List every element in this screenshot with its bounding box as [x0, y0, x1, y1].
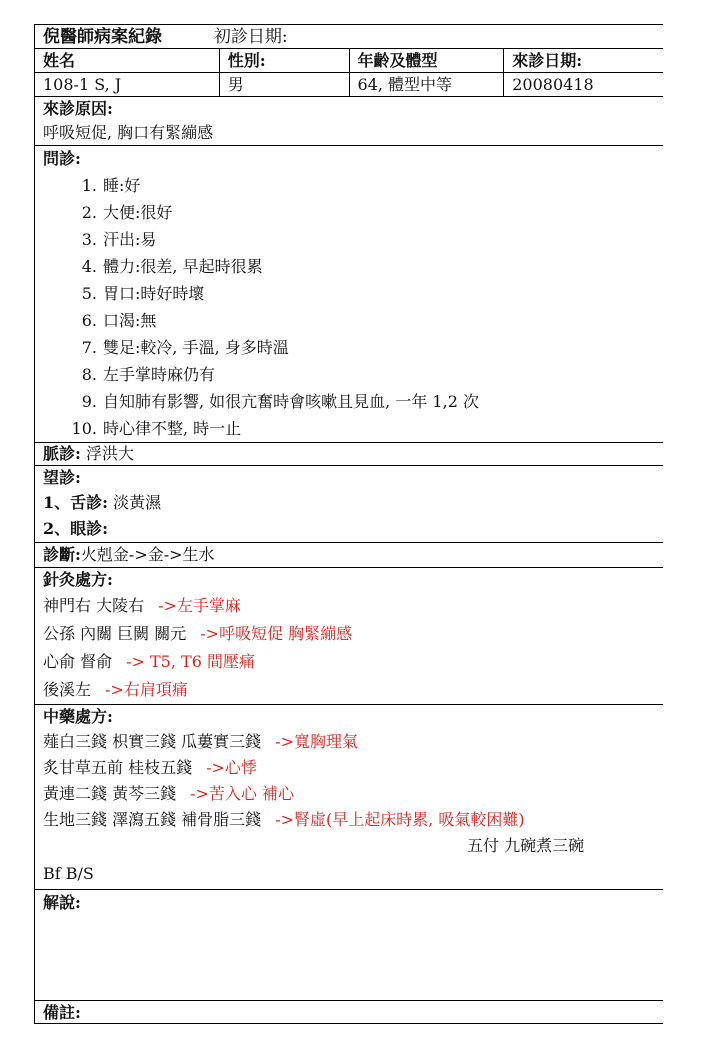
inquiry-label: 問診:	[43, 149, 81, 168]
list-item: 4. 體力:很差, 早起時很累	[81, 257, 263, 276]
tongue-text: 淡黃濕	[113, 493, 162, 512]
list-item: 8. 左手掌時麻仍有	[81, 365, 216, 384]
eye-label: 2、眼診:	[43, 519, 109, 538]
name-header: 姓名	[35, 49, 220, 72]
tongue-label: 1、舌診:	[43, 493, 109, 512]
reason-text: 呼吸短促, 胸口有緊繃感	[43, 123, 214, 142]
tongue-line	[35, 490, 663, 516]
observe-section	[34, 465, 663, 542]
list-item: 神門右 大陵右 ->左手掌麻	[43, 596, 241, 615]
list-item: 炙甘草五前 桂枝五錢 ->心悸	[43, 758, 257, 777]
list-item: 薤白三錢 枳實三錢 瓜蔞實三錢 ->寬胸理氣	[43, 732, 359, 751]
inquiry-section	[34, 145, 663, 442]
diagnosis-label: 診斷:	[43, 545, 81, 564]
list-item: 2. 大便:很好	[81, 203, 173, 222]
pulse-text: 浮洪大	[86, 444, 135, 463]
remarks-section	[34, 1000, 663, 1024]
observe-label: 望診:	[43, 468, 81, 487]
herb-label: 中藥處方:	[43, 707, 113, 726]
list-item: 6. 口渴:無	[81, 311, 157, 330]
acupuncture-section	[34, 567, 663, 704]
list-item: 9. 自知肺有影響, 如很亢奮時會咳嗽且見血, 一年 1,2 次	[81, 392, 479, 411]
pulse-label: 脈診:	[43, 444, 81, 463]
age-header: 年齡及體型	[350, 49, 505, 72]
list-item: 1. 睡:好	[81, 176, 141, 195]
pulse-line	[35, 443, 663, 465]
record-title: 倪醫師病案紀錄	[43, 27, 162, 47]
explanation-label: 解說:	[43, 893, 81, 912]
first-visit-label: 初診日期:	[213, 27, 288, 47]
diagnosis-section	[34, 542, 663, 567]
list-item: 黃連二錢 黃芩三錢 ->苦入心 補心	[43, 784, 294, 803]
bf-note: Bf B/S	[43, 864, 94, 883]
list-item: 10. 時心律不整, 時一止	[71, 419, 242, 438]
inquiry-list	[35, 172, 663, 442]
list-item: 生地三錢 澤瀉五錢 補骨脂三錢 ->腎虛(早上起床時累, 吸氣較困難)	[43, 810, 525, 829]
list-item: 後溪左 ->右肩項痛	[43, 680, 188, 699]
patient-name: 108-1 S, J	[35, 73, 220, 96]
patient-age: 64, 體型中等	[350, 73, 505, 96]
list-item: 5. 胃口:時好時壞	[81, 284, 205, 303]
patient-row	[34, 72, 663, 96]
sex-header: 性別:	[220, 49, 350, 72]
remarks-label: 備註:	[43, 1003, 81, 1022]
explanation-section	[34, 889, 663, 1000]
patient-visit-date: 20080418	[512, 75, 594, 94]
list-item: 心俞 督俞 -> T5, T6 間壓痛	[43, 652, 255, 671]
record-title-row	[34, 24, 663, 48]
herb-section	[34, 704, 663, 889]
pulse-section	[34, 442, 663, 465]
acupuncture-label: 針灸處方:	[43, 570, 113, 589]
header-row	[34, 48, 663, 72]
dosage: 五付 九碗煮三碗	[467, 836, 585, 855]
reason-section	[34, 96, 663, 145]
reason-label: 來診原因:	[43, 99, 113, 118]
case-record	[34, 24, 663, 1024]
diagnosis-line	[35, 543, 663, 567]
list-item: 7. 雙足:較冷, 手溫, 身多時溫	[81, 338, 289, 357]
list-item: 3. 汗出:易	[81, 230, 157, 249]
diagnosis-text: 火剋金->金->生水	[80, 545, 215, 564]
visit-date-header: 來診日期:	[512, 51, 583, 70]
patient-sex: 男	[220, 73, 350, 96]
list-item: 公孫 內關 巨闕 關元 ->呼吸短促 胸緊繃感	[43, 624, 353, 643]
